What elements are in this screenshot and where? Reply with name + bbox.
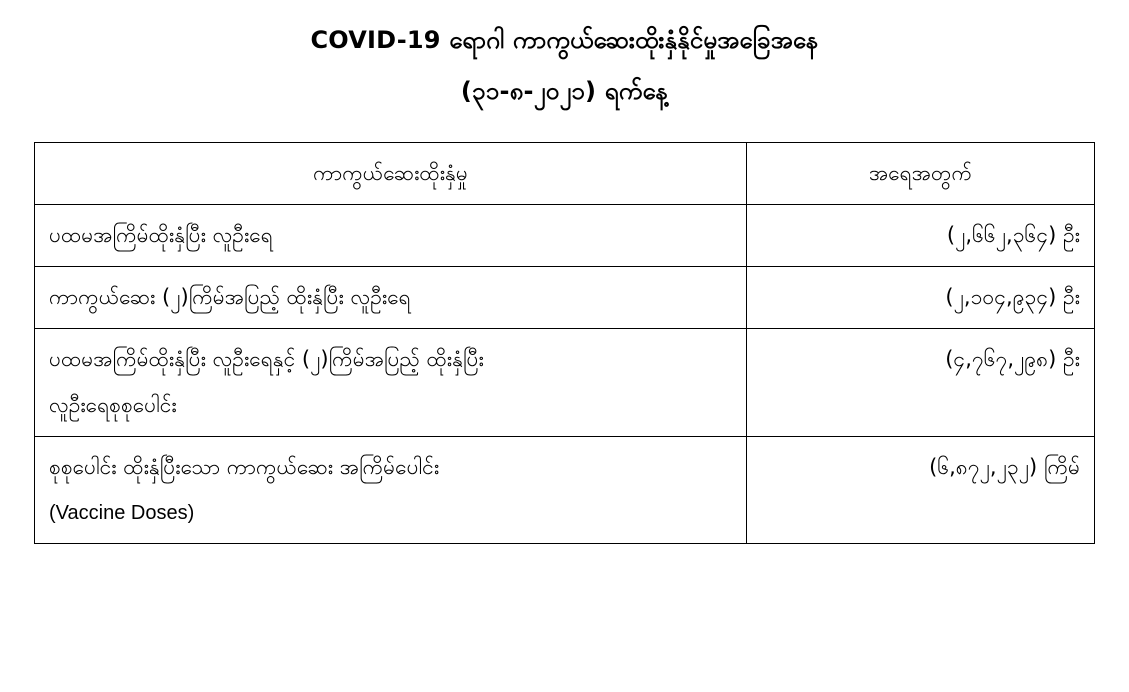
table-row [35, 328, 1095, 437]
vaccination-table [34, 142, 1095, 544]
row-value: (၂,၁၀၄,၉၃၄) ဦး [747, 266, 1095, 328]
column-header-count: အရေအတွက် [747, 143, 1095, 205]
row-label-text: ပထမအကြိမ်ထိုးနှံပြီး လူဦးရေနှင့် (၂)ကြိမ်အပြည့် ထိုးနှံပြီး [49, 346, 484, 371]
row-label [35, 328, 747, 437]
title-line-primary: COVID-19 ရောဂါ ကာကွယ်ဆေးထိုးနှံနိုင်မှုအခြေအနေ [310, 26, 819, 54]
row-value: (၂,၆၆၂,၃၆၄) ဦး [747, 205, 1095, 267]
row-label-secondary: လူဦးရေစုစုပေါင်း [49, 393, 177, 418]
row-label [35, 205, 747, 267]
column-header-category: ကာကွယ်ဆေးထိုးနှံမှု [35, 143, 747, 205]
document-title-block [0, 0, 1129, 110]
row-label [35, 437, 747, 544]
title-line-date: (၃၁-၈-၂၀၂၁) ရက်နေ့ [460, 77, 669, 106]
row-label-secondary: (Vaccine Doses) [49, 501, 195, 524]
row-label-text: ကာကွယ်ဆေး (၂)ကြိမ်အပြည့် ထိုးနှံပြီး လူဦးရေ [49, 284, 411, 309]
table-header-row [35, 143, 1095, 205]
row-label-text: စုစုပေါင်း ထိုးနှံပြီးသော ကာကွယ်ဆေး အကြိမ်ပေါင်း [49, 455, 440, 480]
row-label [35, 266, 747, 328]
table-row [35, 437, 1095, 544]
table-row [35, 266, 1095, 328]
row-value: (၄,၇၆၇,၂၉၈) ဦး [747, 328, 1095, 437]
row-value: (၆,၈၇၂,၂၃၂) ကြိမ် [747, 437, 1095, 544]
row-label-text: ပထမအကြိမ်ထိုးနှံပြီး လူဦးရေ [49, 223, 273, 248]
table-row [35, 205, 1095, 267]
